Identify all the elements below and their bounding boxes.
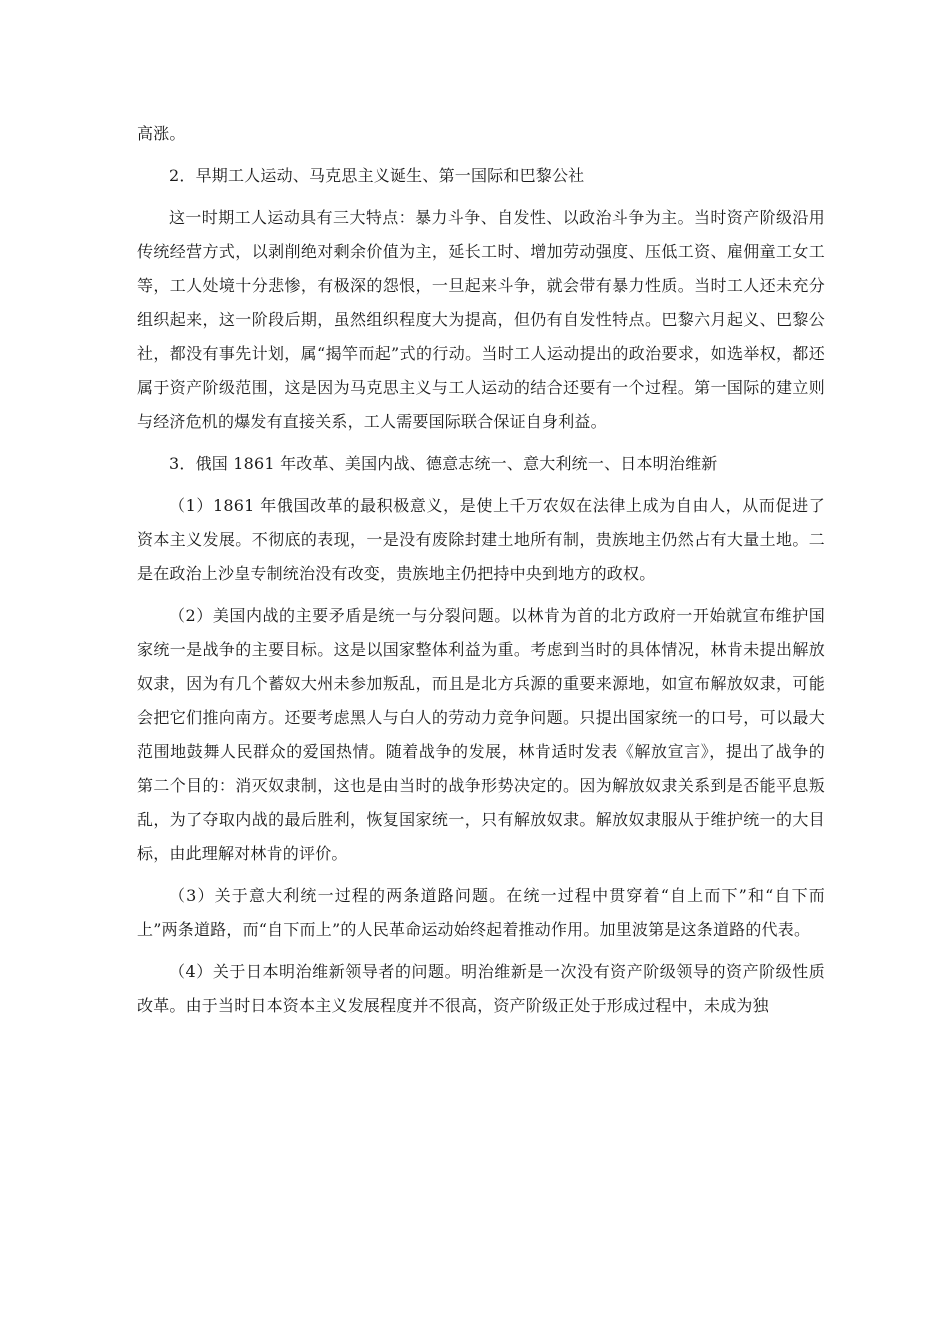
- paragraph-labor-movement: 这一时期工人运动具有三大特点：暴力斗争、自发性、以政治斗争为主。当时资产阶级沿用传统经营方式，以剥削绝对剩余价值为主，延长工时、增加劳动强度、压低工资、雇佣童工女工等，工人处境十分悲惨，有极深的怨恨，一旦起来斗争，就会带有暴力性质。当时工人还未充分组织起来，这一阶段后期，虽然组织程度大为提高，但仍有自发性特点。巴黎六月起义、巴黎公社，都没有事先计划，属“揭竿而起”式的行动。当时工人运动提出的政治要求，如选举权，都还属于资产阶级范围，这是因为马克思主义与工人运动的结合还要有一个过程。第一国际的建立则与经济危机的爆发有直接关系，工人需要国际联合保证自身利益。: [137, 208, 825, 431]
- paragraph-italy-unification: （3）关于意大利统一过程的两条道路问题。在统一过程中贯穿着“自上而下”和“自下而上”两条道路，而“自下而上”的人民革命运动始终起着推动作用。加里波第是这条道路的代表。: [137, 886, 825, 939]
- document-page: [137, 117, 825, 1023]
- paragraph-us-civil-war: （2）美国内战的主要矛盾是统一与分裂问题。以林肯为首的北方政府一开始就宣布维护国家统一是战争的主要目标。这是以国家整体利益为重。考虑到当时的具体情况，林肯未提出解放奴隶，因为有几个蓄奴大州未参加叛乱，而且是北方兵源的重要来源地，如宣布解放奴隶，可能会把它们推向南方。还要考虑黑人与白人的劳动力竞争问题。只提出国家统一的口号，可以最大范围地鼓舞人民群众的爱国热情。随着战争的发展，林肯适时发表《解放宣言》，提出了战争的第二个目的：消灭奴隶制，这也是由当时的战争形势决定的。因为解放奴隶关系到是否能平息叛乱，为了夺取内战的最后胜利，恢复国家统一，只有解放奴隶。解放奴隶服从于维护统一的大目标，由此理解对林肯的评价。: [137, 606, 825, 863]
- paragraph-meiji-restoration: （4）关于日本明治维新领导者的问题。明治维新是一次没有资产阶级领导的资产阶级性质改革。由于当时日本资本主义发展程度并不很高，资产阶级正处于形成过程中，未成为独: [137, 962, 825, 1015]
- section-heading-2: 2．早期工人运动、马克思主义诞生、第一国际和巴黎公社: [169, 166, 585, 185]
- paragraph-continuation: 高涨。: [137, 124, 186, 143]
- paragraph-russia-reform: （1）1861 年俄国改革的最积极意义，是使上千万农奴在法律上成为自由人，从而促进了资本主义发展。不彻底的表现，一是没有废除封建土地所有制，贵族地主仍然占有大量土地。二是在政治上沙皇专制统治没有改变，贵族地主仍把持中央到地方的政权。: [137, 496, 825, 583]
- section-heading-3: 3．俄国 1861 年改革、美国内战、德意志统一、意大利统一、日本明治维新: [169, 454, 718, 473]
